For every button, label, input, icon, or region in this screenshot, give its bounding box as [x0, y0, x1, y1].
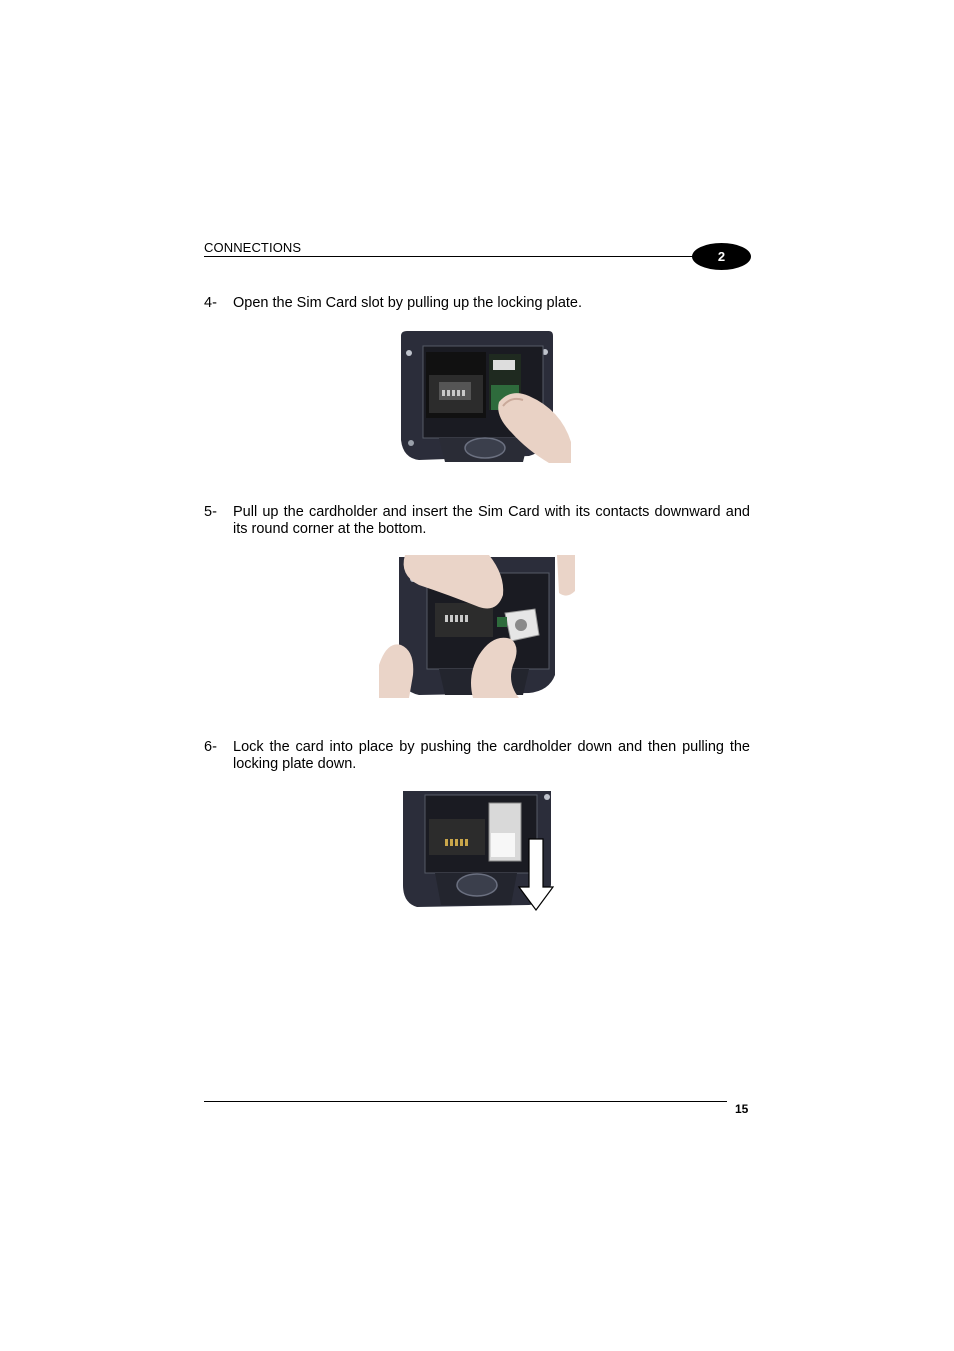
section-title: CONNECTIONS	[204, 240, 302, 255]
step-number: 4-	[204, 295, 217, 311]
page-number: 15	[735, 1102, 749, 1116]
step-number: 5-	[204, 504, 217, 520]
footer-rule	[204, 1101, 727, 1102]
step-5	[204, 504, 750, 538]
step-6	[204, 739, 750, 773]
step-4	[204, 295, 750, 312]
step-text: Pull up the cardholder and insert the Sim Card with its contacts downward and its round corner at the bottom.	[233, 504, 750, 537]
step-text: Lock the card into place by pushing the cardholder down and then pulling the locking plate down.	[233, 739, 750, 772]
header-rule	[204, 256, 696, 257]
photo-open-sim-slot	[399, 330, 571, 463]
photo-insert-sim-card	[379, 555, 575, 698]
chapter-badge: 2	[692, 243, 751, 270]
photo-lock-sim-card	[401, 789, 554, 911]
step-text: Open the Sim Card slot by pulling up the locking plate.	[233, 295, 583, 311]
step-number: 6-	[204, 739, 217, 755]
